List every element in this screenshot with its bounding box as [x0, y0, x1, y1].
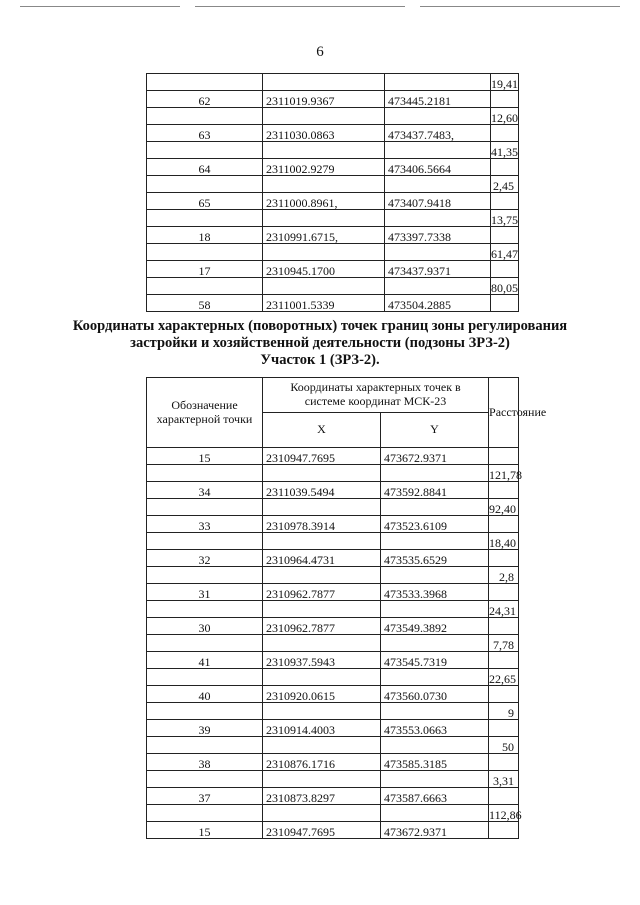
point-cell — [147, 533, 263, 550]
y-coord-cell: 473549.3892 — [381, 618, 489, 635]
point-cell: 30 — [147, 618, 263, 635]
y-coord-cell: 473560.0730 — [381, 686, 489, 703]
x-coord-cell — [263, 601, 381, 618]
distance-row — [147, 499, 519, 516]
point-cell — [147, 176, 263, 193]
distance-cell — [489, 788, 519, 805]
distance-cell: 12,60 — [491, 108, 519, 125]
x-coord-cell — [263, 737, 381, 754]
point-row — [147, 295, 519, 312]
point-row — [147, 125, 519, 142]
distance-cell: 7,78 — [489, 635, 519, 652]
y-coord-cell: 473587.6663 — [381, 788, 489, 805]
point-cell — [147, 601, 263, 618]
point-cell — [147, 703, 263, 720]
x-coord-cell — [263, 278, 385, 295]
distance-cell — [489, 482, 519, 499]
point-row — [147, 448, 519, 465]
x-coord-cell: 2310873.8297 — [263, 788, 381, 805]
x-coord-cell: 2310991.6715, — [263, 227, 385, 244]
distance-row — [147, 703, 519, 720]
x-coord-cell: 2310947.7695 — [263, 822, 381, 839]
distance-row — [147, 771, 519, 788]
distance-cell: 2,45 — [491, 176, 519, 193]
y-coord-cell: 473406.5664 — [385, 159, 491, 176]
x-coord-cell: 2310978.3914 — [263, 516, 381, 533]
distance-cell: 121,78 — [489, 465, 519, 482]
y-coord-cell — [385, 108, 491, 125]
point-cell: 32 — [147, 550, 263, 567]
point-cell — [147, 244, 263, 261]
distance-row — [147, 465, 519, 482]
y-coord-cell — [381, 499, 489, 516]
y-coord-cell: 473553.0663 — [381, 720, 489, 737]
heading-line-2: застройки и хозяйственной деятельности (подзоны ЗРЗ-2) — [130, 335, 510, 351]
point-row — [147, 822, 519, 839]
distance-row — [147, 74, 519, 91]
point-cell — [147, 737, 263, 754]
y-coord-cell: 473523.6109 — [381, 516, 489, 533]
point-cell: 40 — [147, 686, 263, 703]
x-coord-cell — [263, 771, 381, 788]
distance-cell: 92,40 — [489, 499, 519, 516]
distance-row — [147, 244, 519, 261]
point-cell: 31 — [147, 584, 263, 601]
distance-cell — [489, 618, 519, 635]
point-cell: 64 — [147, 159, 263, 176]
y-coord-cell: 473545.7319 — [381, 652, 489, 669]
scan-edge-line — [420, 6, 620, 7]
y-coord-cell: 473407.9418 — [385, 193, 491, 210]
coords-header: Координаты характерных точек в системе координат МСК-23 — [263, 378, 489, 413]
x-coord-cell: 2310920.0615 — [263, 686, 381, 703]
y-coord-cell — [381, 465, 489, 482]
point-cell — [147, 108, 263, 125]
x-coord-cell: 2310962.7877 — [263, 584, 381, 601]
x-coord-cell — [263, 703, 381, 720]
point-row — [147, 618, 519, 635]
x-coord-cell: 2310962.7877 — [263, 618, 381, 635]
distance-row — [147, 601, 519, 618]
x-coord-cell: 2310876.1716 — [263, 754, 381, 771]
x-coord-cell: 2311039.5494 — [263, 482, 381, 499]
point-cell: 65 — [147, 193, 263, 210]
point-cell: 33 — [147, 516, 263, 533]
point-cell: 15 — [147, 822, 263, 839]
y-coord-cell: 473672.9371 — [381, 822, 489, 839]
x-coord-cell: 2310945.1700 — [263, 261, 385, 278]
x-coord-cell — [263, 533, 381, 550]
y-coord-cell — [381, 635, 489, 652]
coordinates-table-zrz2 — [146, 377, 547, 839]
x-coord-cell: 2310964.4731 — [263, 550, 381, 567]
distance-cell — [489, 550, 519, 567]
distance-cell: 18,40 — [489, 533, 519, 550]
y-coord-cell — [381, 601, 489, 618]
point-cell: 34 — [147, 482, 263, 499]
distance-cell — [491, 125, 519, 142]
distance-cell: 19,41 — [491, 74, 519, 91]
distance-row — [147, 278, 519, 295]
y-coord-cell: 473397.7338 — [385, 227, 491, 244]
y-coord-cell: 473535.6529 — [381, 550, 489, 567]
distance-cell — [489, 584, 519, 601]
distance-cell — [489, 448, 519, 465]
point-cell — [147, 771, 263, 788]
distance-cell — [489, 652, 519, 669]
x-coord-cell — [263, 499, 381, 516]
distance-row — [147, 533, 519, 550]
point-cell: 15 — [147, 448, 263, 465]
y-coord-cell: 473672.9371 — [381, 448, 489, 465]
y-coord-cell: 473585.3185 — [381, 754, 489, 771]
distance-cell — [489, 686, 519, 703]
distance-cell — [491, 295, 519, 312]
x-coord-cell — [263, 567, 381, 584]
page-number: 6 — [316, 44, 324, 60]
distance-row — [147, 142, 519, 159]
x-header: X — [263, 413, 381, 448]
distance-cell — [491, 91, 519, 108]
point-row — [147, 686, 519, 703]
distance-cell — [491, 261, 519, 278]
x-coord-cell — [263, 176, 385, 193]
point-row — [147, 91, 519, 108]
point-cell — [147, 74, 263, 91]
x-coord-cell — [263, 142, 385, 159]
scan-edge-line — [195, 6, 405, 7]
x-coord-cell: 2311002.9279 — [263, 159, 385, 176]
distance-row — [147, 635, 519, 652]
point-cell — [147, 278, 263, 295]
y-coord-cell — [385, 278, 491, 295]
x-coord-cell: 2311030.0863 — [263, 125, 385, 142]
x-coord-cell — [263, 210, 385, 227]
point-cell: 39 — [147, 720, 263, 737]
point-cell — [147, 499, 263, 516]
distance-cell — [491, 227, 519, 244]
x-coord-cell: 2311000.8961, — [263, 193, 385, 210]
heading-line-3: Участок 1 (ЗРЗ-2). — [260, 352, 380, 368]
x-coord-cell — [263, 465, 381, 482]
distance-cell: 13,75 — [491, 210, 519, 227]
point-cell — [147, 142, 263, 159]
y-coord-cell — [381, 703, 489, 720]
distance-cell — [489, 822, 519, 839]
point-cell: 17 — [147, 261, 263, 278]
scan-edge-line — [20, 6, 180, 7]
x-coord-cell: 2311019.9367 — [263, 91, 385, 108]
distance-cell — [489, 516, 519, 533]
y-header: Y — [381, 413, 489, 448]
y-coord-cell: 473437.7483, — [385, 125, 491, 142]
y-coord-cell — [385, 244, 491, 261]
point-cell: 38 — [147, 754, 263, 771]
point-cell — [147, 567, 263, 584]
point-row — [147, 550, 519, 567]
distance-row — [147, 108, 519, 125]
section-heading — [0, 318, 640, 369]
y-coord-cell: 473437.9371 — [385, 261, 491, 278]
point-cell: 62 — [147, 91, 263, 108]
point-row — [147, 159, 519, 176]
y-coord-cell — [381, 669, 489, 686]
point-row — [147, 482, 519, 499]
distance-row — [147, 210, 519, 227]
x-coord-cell: 2311001.5339 — [263, 295, 385, 312]
point-row — [147, 193, 519, 210]
y-coord-cell: 473504.2885 — [385, 295, 491, 312]
distance-row — [147, 737, 519, 754]
point-cell: 58 — [147, 295, 263, 312]
y-coord-cell — [381, 771, 489, 788]
x-coord-cell — [263, 805, 381, 822]
point-cell — [147, 669, 263, 686]
point-row — [147, 788, 519, 805]
y-coord-cell: 473592.8841 — [381, 482, 489, 499]
y-coord-cell — [381, 567, 489, 584]
point-cell — [147, 635, 263, 652]
y-coord-cell — [385, 176, 491, 193]
distance-cell: 2,8 — [489, 567, 519, 584]
y-coord-cell — [385, 74, 491, 91]
distance-cell: 22,65 — [489, 669, 519, 686]
distance-cell: 80,05 — [491, 278, 519, 295]
y-coord-cell: 473533.3968 — [381, 584, 489, 601]
point-row — [147, 720, 519, 737]
distance-cell: 41,35 — [491, 142, 519, 159]
distance-cell — [491, 159, 519, 176]
distance-cell: 112,86 — [489, 805, 519, 822]
x-coord-cell — [263, 244, 385, 261]
point-cell — [147, 465, 263, 482]
point-cell: 18 — [147, 227, 263, 244]
distance-cell — [489, 754, 519, 771]
x-coord-cell — [263, 74, 385, 91]
y-coord-cell — [381, 533, 489, 550]
distance-header: Расстояние — [489, 378, 519, 448]
distance-row — [147, 669, 519, 686]
point-row — [147, 584, 519, 601]
distance-cell — [489, 720, 519, 737]
point-cell: 41 — [147, 652, 263, 669]
designation-header: Обозначение характерной точки — [147, 378, 263, 448]
distance-row — [147, 567, 519, 584]
point-row — [147, 227, 519, 244]
distance-cell: 24,31 — [489, 601, 519, 618]
distance-cell: 3,31 — [489, 771, 519, 788]
point-cell: 37 — [147, 788, 263, 805]
y-coord-cell — [381, 805, 489, 822]
point-row — [147, 261, 519, 278]
distance-cell: 9 — [489, 703, 519, 720]
y-coord-cell — [385, 142, 491, 159]
y-coord-cell: 473445.2181 — [385, 91, 491, 108]
x-coord-cell: 2310937.5943 — [263, 652, 381, 669]
x-coord-cell: 2310947.7695 — [263, 448, 381, 465]
point-cell — [147, 210, 263, 227]
distance-cell — [491, 193, 519, 210]
point-row — [147, 516, 519, 533]
point-row — [147, 754, 519, 771]
y-coord-cell — [385, 210, 491, 227]
distance-cell: 61,47 — [491, 244, 519, 261]
coordinates-table-continued — [146, 73, 519, 312]
heading-line-1: Координаты характерных (поворотных) точек границ зоны регулирования — [72, 318, 568, 334]
point-row — [147, 652, 519, 669]
distance-row — [147, 805, 519, 822]
x-coord-cell — [263, 635, 381, 652]
x-coord-cell — [263, 108, 385, 125]
x-coord-cell: 2310914.4003 — [263, 720, 381, 737]
distance-row — [147, 176, 519, 193]
point-cell — [147, 805, 263, 822]
x-coord-cell — [263, 669, 381, 686]
distance-cell: 50 — [489, 737, 519, 754]
point-cell: 63 — [147, 125, 263, 142]
y-coord-cell — [381, 737, 489, 754]
